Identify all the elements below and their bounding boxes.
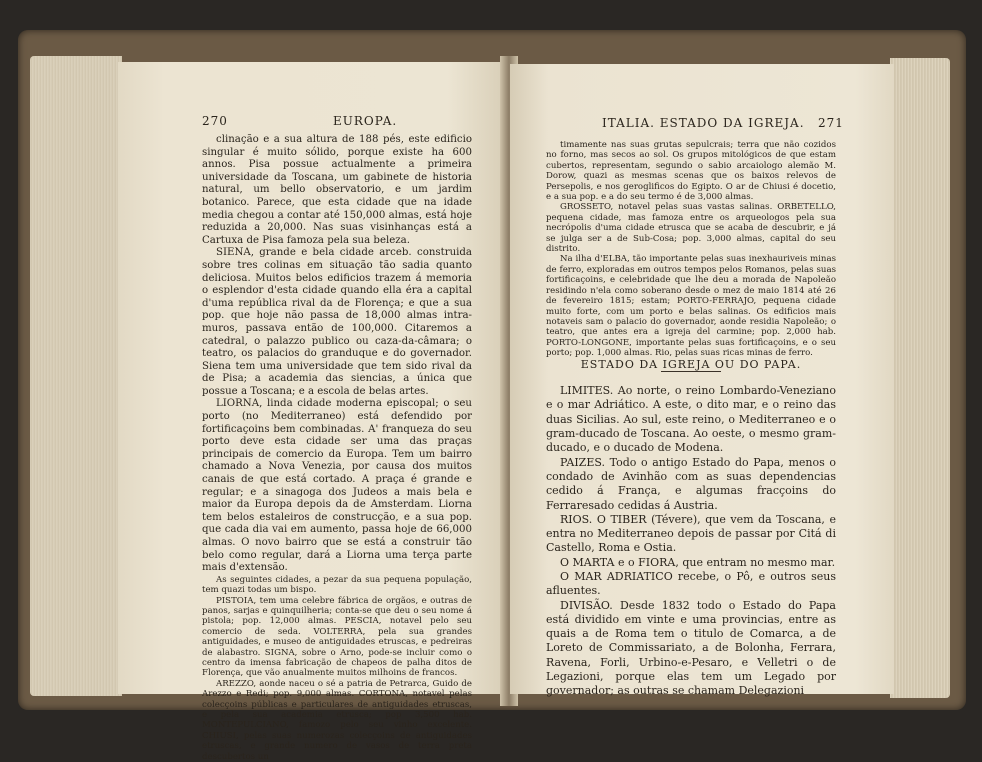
- paragraph: PISTOIA, tem uma celebre fábrica de orgãos, e outras de panos, sarjas e quinquilheria; conta-se que deu o seu nome á pistola; pop. 12,000 almas. PESCIA, notavel pelo seu comercio de seda. VOLTERRA, pela sua grandes antiguidades, e museo de antiguidades etruscas, e pedreiras de alabastro. SIGNA, sobre o Arno, pode-se incluir como o centro da imensa fabricação de chapeos de palha ditos de Florença, que vão anualmente muitos milhoins de francos.: [202, 595, 472, 679]
- section-title: ESTADO DA IGREJA OU DO PAPA.: [580, 357, 802, 371]
- paragraph: LIMITES. Ao norte, o reino Lombardo-Veneziano e o mar Adriático. A este, o dito mar, e o reino das duas Sicilias. Ao sul, este reino, o Mediterraneo e o gram-ducado de Toscana. Ao oeste, o mesmo gram-ducado, e o ducado de Modena.: [546, 384, 836, 455]
- right-page: [510, 64, 894, 698]
- paragraph: AREZZO, aonde naceu o sé a patria de Petrarca, Guido de Arezzo e Redi; pop. 9,000 almas. CORTONA, notavel pelas colecçoins públicas e particulares de antiguidades etruscas, e pela sua academia etrusca; pop 3,500 hab. MONTEPULCIANO, famozo pelo seu vinho excelente. CHIUSI, pelas suas numerozas colecçoins de antiguidades etruscas, e grande numero de vasos de terra preta descubertos un: [202, 678, 472, 762]
- paragraph: O MAR ADRIATICO recebe, o Pô, e outros seus afluentes.: [546, 569, 836, 598]
- page-edges-right: [890, 58, 950, 698]
- left-page-text: [202, 134, 472, 762]
- paragraph: clinação e a sua altura de 188 pés, este edificio singular é muito sólido, porque existe ha 600 annos. Pisa possue actualmente a primeira universidade da Toscana, um gabinete de historia natural, um bello observatorio, e um jardim botanico. Parece, que esta cidade que na idade media chegou a contar até 150,000 almas, está hoje reduzida a 20,000. Nas suas visinhanças está a Cartuxa de Pisa famoza pela sua beleza.: [202, 134, 472, 246]
- paragraph: As seguintes cidades, a pezar da sua pequena população, tem quazi todas um bispo.: [202, 574, 472, 596]
- right-page-text: [546, 140, 836, 699]
- paragraph: PAIZES. Todo o antigo Estado do Papa, menos o condado de Avinhão com as suas dependencias cedido á França, e algumas fracçoins do Ferraresado cedidas á Austria.: [546, 455, 836, 512]
- page-edges-left: [30, 56, 122, 696]
- right-running-head: ITALIA. ESTADO DA IGREJA.: [602, 116, 805, 130]
- left-running-head: EUROPA.: [333, 114, 398, 128]
- paragraph: SIENA, grande e bela cidade arceb. construida sobre tres colinas em situação tão sadia quanto deliciosa. Muitos belos edificios trazem á memoria o esplendor d'esta cidade quando ella éra a capital d'uma república rival da de Florença; e que a sua pop. que hoje não passa de 18,000 almas intra-muros, passava então de 100,000. Citaremos a catedral, o palazzo publico ou caza-da-câmara; o teatro, os palacios do granduque e do governador. Siena tem uma universidade que tem sido rival da de Pisa; a academia das siencias, a única que possue a Toscana; e a escola de belas artes.: [202, 247, 472, 397]
- paragraph: Na ilha d'ELBA, tão importante pelas suas inexhauriveis minas de ferro, exploradas em outros tempos pelos Romanos, pelas suas fortificaçoins, e celebridade que lhe deu a morada de Napoleão residindo n'ela como soberano desde o mez de maio 1814 até 26 de fevereiro 1815; estam; PORTO-FERRAJO, pequena cidade muito forte, com um porto e belas salinas. Os edificios mais notaveis sam o palacio do governador, aonde residia Napoleão; o teatro, que antes era a igreja del carmine; pop. 2,000 hab. PORTO-LONGONE, importante pelas suas fortificaçoins, e o seu porto; pop. 1,000 almas. Rio, pelas suas ricas minas de ferro.: [546, 254, 836, 359]
- paragraph: timamente nas suas grutas sepulcrais; terra que não cozidos no forno, mas secos ao sol. Os grupos mitológicos de que estam cubertos, representam, segundo o sabio arcaiologo alemão M. Dorow, quazi as mesmas scenas que os baixos relevos de Persepolis, e nos geroglificos do Egipto. O ar de Chiusi é docetio, e a sua pop. e a do seu termo é de 3,000 almas.: [546, 140, 836, 203]
- paragraph: DIVISÃO. Desde 1832 todo o Estado do Papa está dividido em vinte e uma provincias, entre as quais a de Roma tem o titulo de Comarca, a de Loreto de Commissariato, a de Bolonha, Ferrara, Ravena, Forli, Urbino-e-Pesaro, e Velletri o de Legazioni, porque elas tem um Legado por governador; as outras se chamam Delegazioni: [546, 598, 836, 698]
- section-rule: [661, 371, 721, 372]
- right-page-number: 271: [818, 116, 844, 130]
- paragraph: LIORNA, linda cidade moderna episcopal; o seu porto (no Mediterraneo) está defendido por fortificaçoins bem combinadas. A' franqueza do seu porto deve esta cidade ser uma das praças principais de comercio da Europa. Tem um bairro chamado a Nova Venezia, por causa dos muitos canais de que está cortado. A praça é grande e regular; e a sinagoga dos Judeos a mais bela e maior da Europa depois da de Amsterdam. Liorna tem belos estaleiros de construcção, e a sua pop. que cada dia vai em aumento, passa hoje de 66,000 almas. O novo bairro que se está a construir tão belo como regular, dará a Liorna uma terça parte mais d'extensão.: [202, 398, 472, 574]
- paragraph: RIOS. O TIBER (Tévere), que vem da Toscana, e entra no Mediterraneo depois de passar por Citá di Castello, Roma e Ostia.: [546, 512, 836, 555]
- paragraph: O MARTA e o FIORA, que entram no mesmo mar.: [560, 555, 836, 569]
- paragraph: GROSSETO, notavel pelas suas vastas salinas. ORBETELLO, pequena cidade, mas famoza entre os arqueologos pela sua necrópolis d'uma cidade etrusca que se acaba de descubrir, e já se julga ser a de Sub-Cosa; pop. 3,000 almas, capital do seu distrito.: [546, 202, 836, 255]
- left-page: [118, 62, 506, 762]
- left-page-number: 270: [202, 114, 228, 128]
